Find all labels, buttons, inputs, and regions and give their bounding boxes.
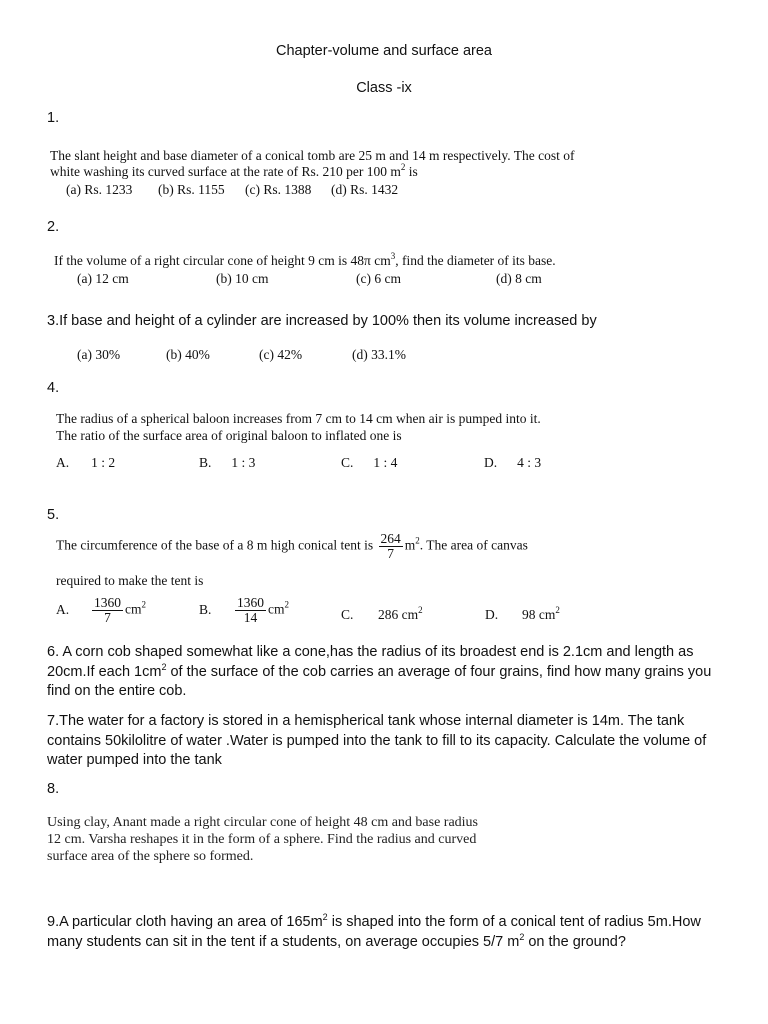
question-4-option-b: B. 1 : 3 [199,455,256,470]
question-2-number: 2. [47,219,60,235]
question-9-text: 9.A particular cloth having an area of $165m^2$ is shaped into the form of a conical tent of radius 5m.How many students can sit in the tent if a students, on average occupies 5/7 $m^2$ on the ground? [47,912,701,950]
page-title: Chapter-volume and surface area [275,43,492,59]
question-8-line-1: Using clay, Anant made a right circular cone of height 48 cm and base radius [47,815,479,830]
question-8-number: 8. [47,781,60,797]
question-1-option-c: (c) Rs. 1388 [245,182,312,197]
question-5-option-c: C. 286 $cm^2$ [341,605,423,622]
question-8-line-2: 12 cm. Varsha reshapes it in the form of a sphere. Find the radius and curved [47,832,477,847]
question-5-option-d: D. 98 $cm^2$ [485,605,560,622]
question-1-option-a: (a) Rs. 1233 [66,182,133,197]
question-5-option-a: A. $\frac{1360}{7}$ $cm^2$ [56,595,146,625]
question-3-text: 3.If base and height of a cylinder are increased by 100% then its volume increased by [47,313,597,329]
question-1-option-b: (b) Rs. 1155 [158,182,225,197]
question-5-line-2: required to make the tent is [56,573,204,588]
question-2-option-a: (a) 12 cm [77,271,129,286]
question-3-option-c: (c) 42% [259,347,303,362]
question-1-number: 1. [47,110,60,126]
question-4-option-a: A. 1 : 2 [56,455,116,470]
question-8-line-3: surface area of the sphere so formed. [47,849,254,864]
question-1-option-d: (d) Rs. 1432 [331,182,399,197]
question-5-line-1: The circumference of the base of a 8 m high conical tent is $\frac{264}{7}$ $m^2$. The area of canvas [56,531,528,561]
class-label: Class -ix [356,80,412,96]
question-6-text: 6. A corn cob shaped somewhat like a cone,has the radius of its broadest end is 2.1cm and length as 20cm.If each $1cm^2$ of the surface of the cob carries an average of four grains, find how many grains you find on the entire cob. [47,644,712,699]
question-7-text: 7.The water for a factory is stored in a hemispherical tank whose internal diameter is 14m. The tank contains 50kilolitre of water .Water is pumped into the tank to fill to its capacity. Calculate the volume of water pumped into the tank [47,713,707,768]
question-5-number: 5. [47,507,60,523]
question-2-line-1: If the volume of a right circular cone of height 9 cm is 48π $cm^3$, find the diameter of its base. [54,251,556,268]
question-5-option-b: B. $\frac{1360}{14}$ $cm^2$ [199,595,289,625]
question-4-line-2: The ratio of the surface area of original baloon to inflated one is [56,428,402,443]
question-3-option-d: (d) 33.1% [352,347,406,362]
question-4-line-1: The radius of a spherical baloon increases from 7 cm to 14 cm when air is pumped into it. [56,411,541,426]
question-2-option-b: (b) 10 cm [216,271,269,286]
question-2-option-c: (c) 6 cm [356,271,401,286]
question-4-option-c: C. 1 : 4 [341,455,398,470]
question-4-option-d: D. 4 : 3 [484,455,542,470]
question-3-option-a: (a) 30% [77,347,121,362]
question-1-line-1: The slant height and base diameter of a conical tomb are 25 m and 14 m respectively. The cost of [50,148,575,163]
question-5-fraction: $\frac{264}{7}$ [380,531,401,561]
question-3-option-b: (b) 40% [166,347,210,362]
question-1-line-2: white washing its curved surface at the rate of Rs. 210 per 100 $m^2$ is [50,162,418,179]
question-2-option-d: (d) 8 cm [496,271,542,286]
question-4-number: 4. [47,380,60,396]
